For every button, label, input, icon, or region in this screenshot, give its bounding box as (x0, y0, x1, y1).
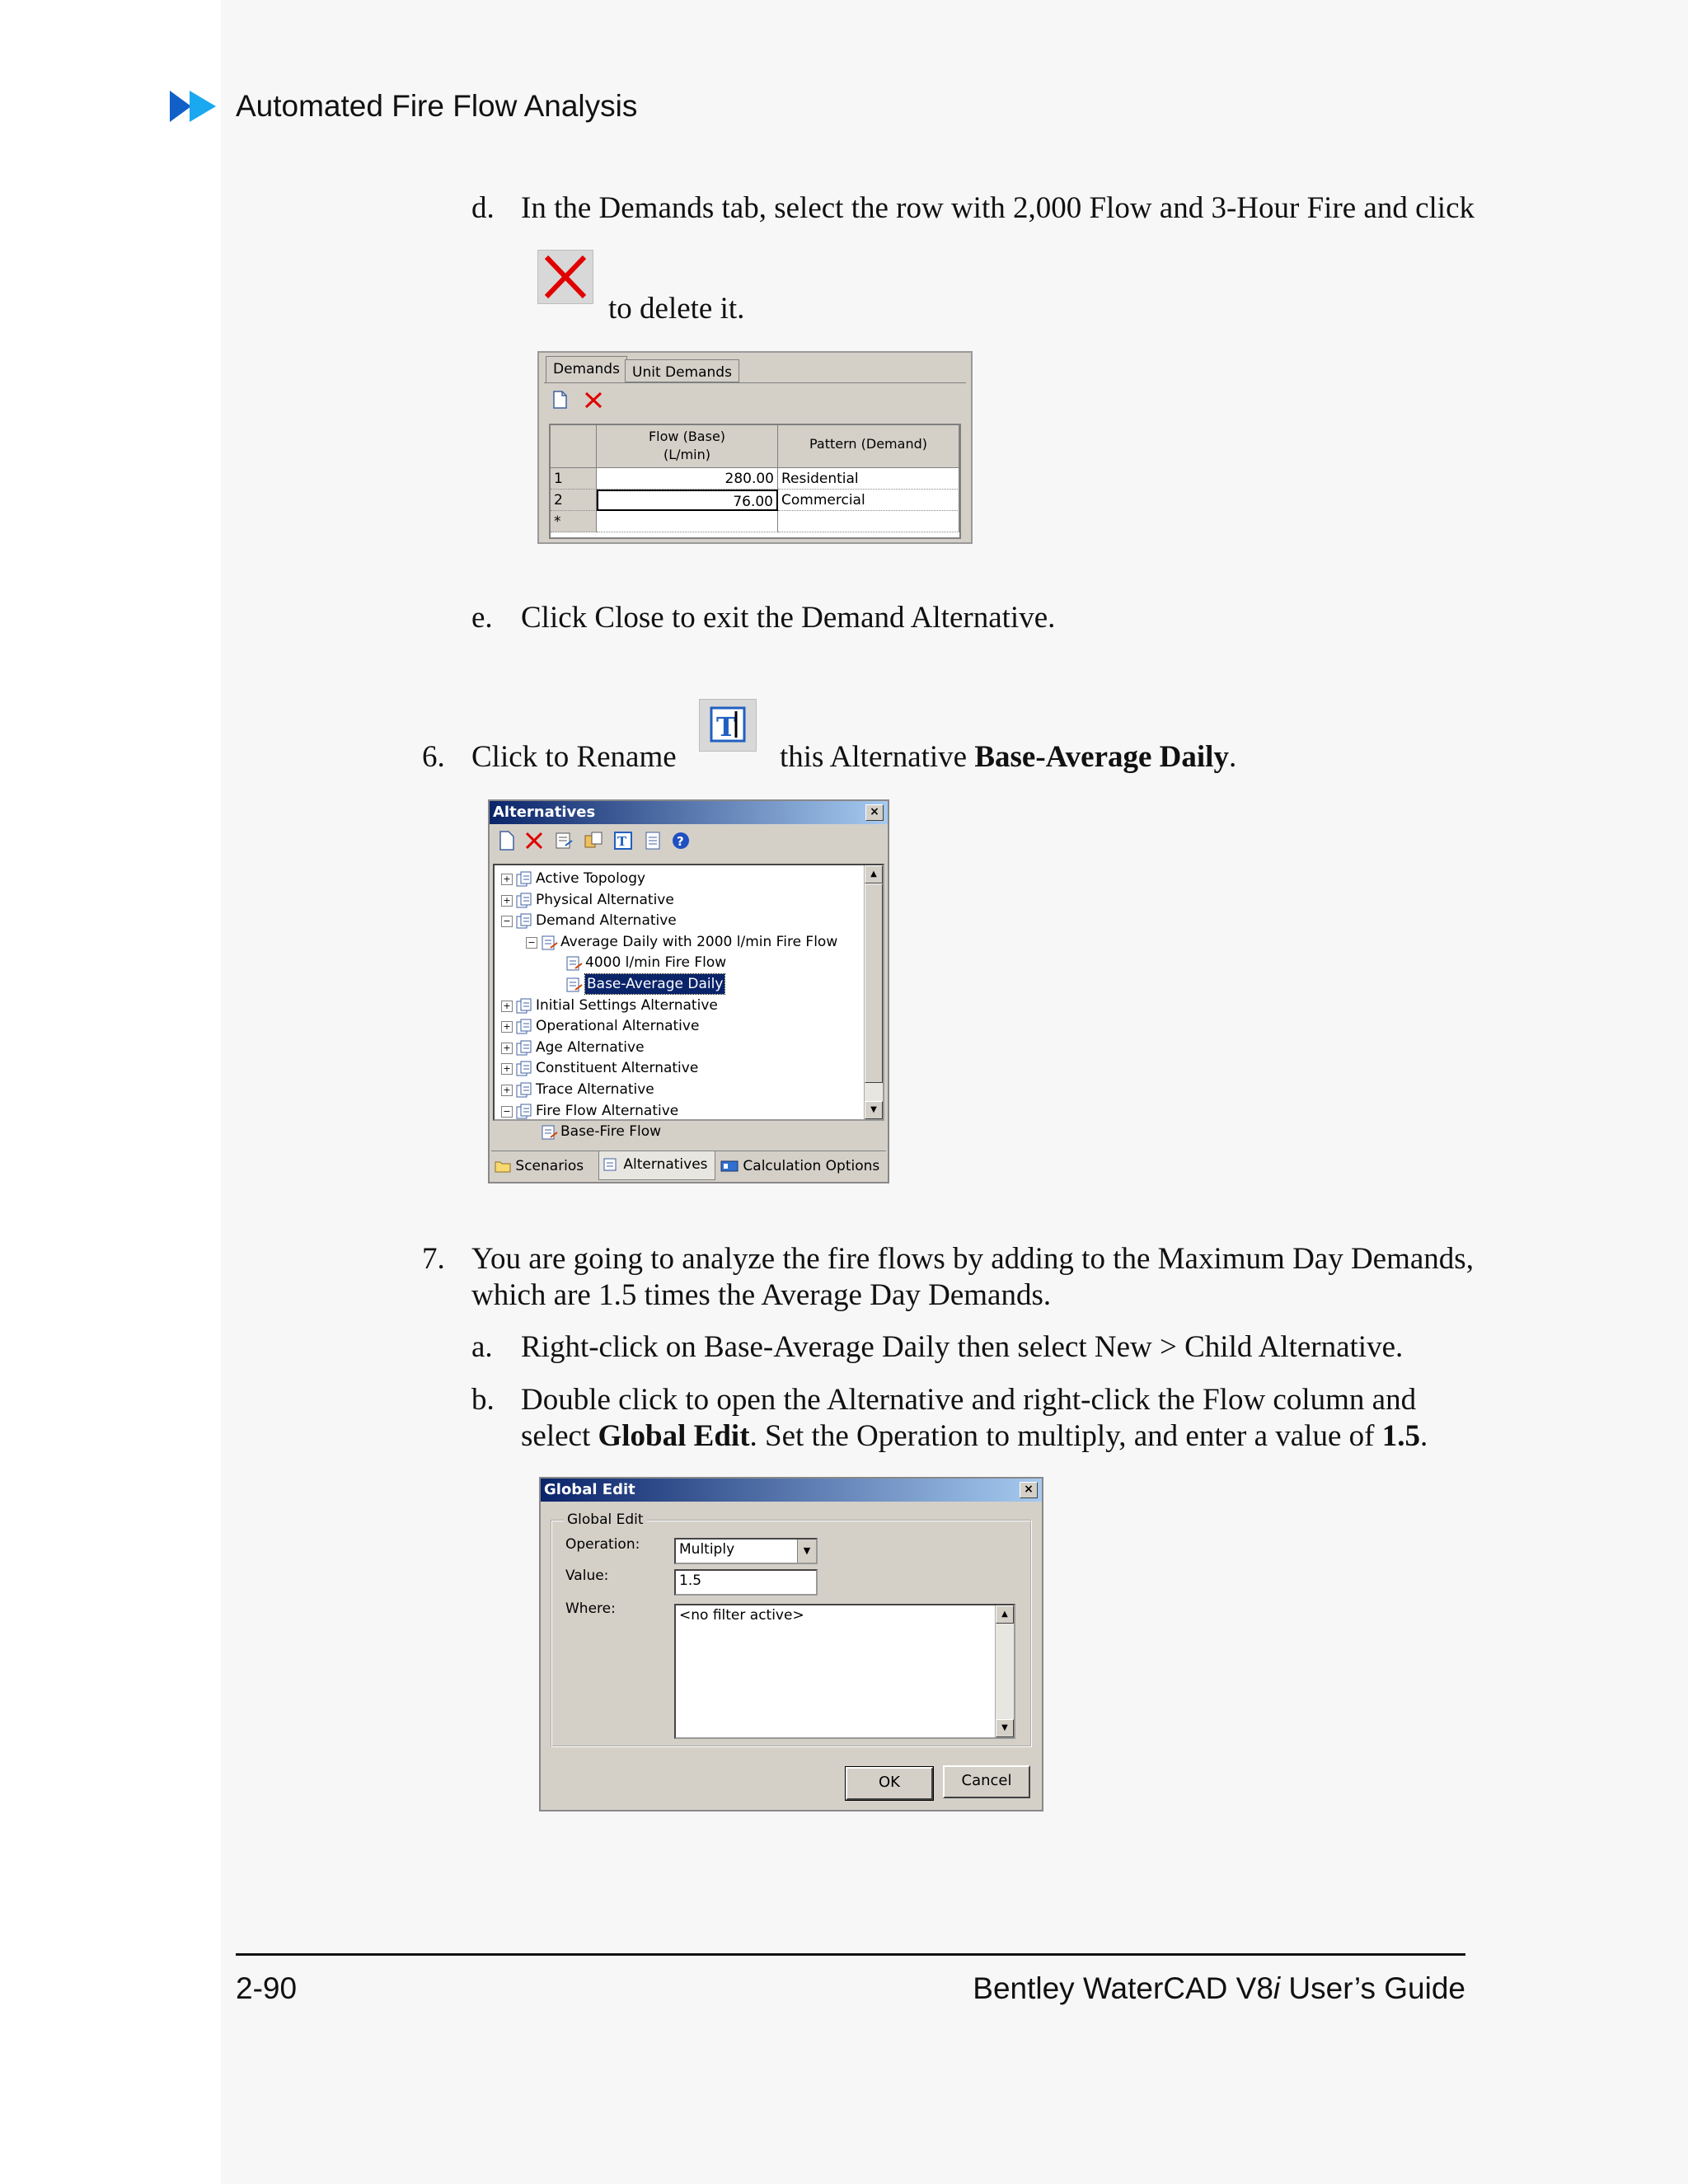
step-6-text-b: this Alternative Base-Average Daily. (780, 740, 1237, 774)
report-icon[interactable] (643, 831, 663, 851)
where-label: Where: (565, 1601, 616, 1617)
tab-unit-demands[interactable]: Unit Demands (625, 359, 739, 382)
step-6-text-a: Click to Rename (471, 740, 677, 774)
help-icon[interactable] (671, 831, 691, 851)
operation-select[interactable]: Multiply ▼ (674, 1538, 818, 1564)
footer-rule (236, 1953, 1465, 1956)
page-background-shade (221, 0, 1688, 2184)
global-edit-titlebar: Global Edit × (541, 1479, 1042, 1502)
header-title: Automated Fire Flow Analysis (236, 89, 638, 123)
grid-header-rownum (551, 425, 597, 468)
alternative-folder-icon (516, 998, 531, 1013)
tree-item-label: 4000 l/min Fire Flow (585, 954, 727, 972)
operation-label: Operation: (565, 1536, 640, 1553)
svg-text:?: ? (677, 834, 684, 849)
ok-button[interactable]: OK (846, 1767, 933, 1800)
expand-icon[interactable]: + (501, 1085, 513, 1096)
svg-text:T: T (617, 834, 627, 849)
rename-icon (699, 699, 757, 752)
tree-item-label: Operational Alternative (536, 1018, 700, 1035)
scroll-up-icon[interactable]: ▲ (865, 865, 883, 883)
delete-row-icon[interactable] (584, 391, 603, 409)
step-6-bold: Base-Average Daily (974, 740, 1229, 774)
close-icon[interactable]: × (865, 804, 884, 821)
step-a-marker: a. (471, 1330, 493, 1364)
demands-grid (549, 424, 961, 539)
table-row-new-pattern[interactable] (778, 511, 959, 532)
alternative-icon (541, 935, 556, 949)
merge-icon[interactable] (584, 831, 603, 851)
alternatives-tree (493, 864, 884, 1141)
table-row-1-pattern[interactable]: Residential (778, 468, 959, 490)
table-row-new-id[interactable]: * (551, 511, 597, 532)
tree-item-label: Average Daily with 2000 l/min Fire Flow (560, 933, 838, 950)
step-7-line2: which are 1.5 times the Average Day Demands. (471, 1278, 1052, 1312)
alternative-folder-icon (516, 1019, 531, 1033)
scroll-up-icon[interactable]: ▲ (996, 1605, 1014, 1624)
guide-title: Bentley WaterCAD V8i User’s Guide (973, 1971, 1465, 2005)
collapse-icon[interactable]: − (526, 937, 537, 949)
global-edit-group-label: Global Edit (564, 1511, 647, 1528)
table-row-2-flow[interactable]: 76.00 (597, 490, 778, 511)
alternatives-window (488, 799, 889, 1183)
tree-item-label: Active Topology (536, 870, 646, 887)
expand-icon[interactable]: + (501, 1063, 513, 1075)
svg-text:T: T (716, 711, 736, 743)
double-arrow-icon (170, 89, 223, 124)
delete-icon (537, 250, 593, 304)
demands-window (537, 351, 973, 544)
table-row-new-flow[interactable] (597, 511, 778, 532)
step-e-text: Click Close to exit the Demand Alternative. (521, 601, 1056, 635)
cancel-button[interactable]: Cancel (943, 1765, 1030, 1798)
global-edit-window (539, 1477, 1043, 1811)
step-6-marker: 6. (422, 740, 445, 774)
table-row-2-pattern[interactable]: Commercial (778, 490, 959, 511)
new-row-icon[interactable] (552, 391, 569, 409)
step-d-marker: d. (471, 191, 495, 225)
alternative-folder-icon (516, 1040, 531, 1055)
alternative-folder-icon (516, 1104, 531, 1118)
tree-item-label: Demand Alternative (536, 912, 677, 930)
tab-scenarios[interactable]: Scenarios (495, 1155, 584, 1178)
where-textarea[interactable]: <no filter active> ▲ ▼ (674, 1604, 1015, 1739)
tree-item-label: Base-Fire Flow (560, 1123, 662, 1141)
delete-icon[interactable] (524, 831, 544, 851)
step-b-line1: Double click to open the Alternative and right-click the Flow column and (521, 1383, 1417, 1417)
tab-calculation-options[interactable]: Calculation Options (720, 1155, 879, 1178)
scroll-down-icon[interactable]: ▼ (996, 1719, 1014, 1737)
step-d-text: In the Demands tab, select the row with 2,000 Flow and 3-Hour Fire and click (521, 191, 1475, 225)
rename-icon[interactable] (613, 831, 633, 851)
table-row-2-id[interactable]: 2 (551, 490, 597, 511)
expand-icon[interactable]: + (501, 1043, 513, 1054)
grid-header-flow[interactable]: Flow (Base) (L/min) (597, 425, 778, 468)
tree-item-label: Initial Settings Alternative (536, 996, 718, 1014)
alternative-folder-icon (516, 1082, 531, 1097)
table-row-1-id[interactable]: 1 (551, 468, 597, 490)
step-d-text2: to delete it. (608, 292, 745, 326)
expand-icon[interactable]: + (501, 1021, 513, 1033)
folder-icon (495, 1160, 511, 1173)
tab-demands[interactable]: Demands (546, 356, 627, 382)
properties-icon[interactable] (554, 831, 574, 851)
tree-item-label: Constituent Alternative (536, 1060, 699, 1077)
chevron-down-icon[interactable]: ▼ (797, 1540, 816, 1563)
alternatives-bottom-tabs (491, 1151, 886, 1181)
grid-header-pattern[interactable]: Pattern (Demand) (778, 425, 959, 468)
value-input[interactable]: 1.5 (674, 1569, 818, 1596)
calculator-icon (720, 1160, 738, 1173)
tab-alternatives[interactable]: Alternatives (598, 1151, 715, 1180)
expand-icon[interactable]: + (501, 1001, 513, 1012)
alternative-icon (541, 1124, 556, 1139)
alternatives-titlebar: Alternatives × (490, 801, 888, 824)
collapse-icon[interactable]: − (501, 1106, 513, 1118)
expand-icon[interactable]: + (501, 895, 513, 907)
alternative-folder-icon (516, 893, 531, 907)
step-7-marker: 7. (422, 1242, 445, 1276)
alternative-folder-icon (516, 1061, 531, 1076)
alternative-folder-icon (516, 913, 531, 928)
alternative-icon (565, 977, 580, 991)
alternatives-toolbar (495, 827, 874, 852)
scroll-thumb[interactable] (865, 883, 883, 1083)
tree-item-label: Physical Alternative (536, 891, 674, 908)
step-7-line1: You are going to analyze the fire flows by adding to the Maximum Day Demands, (471, 1242, 1474, 1276)
new-icon[interactable] (498, 831, 516, 851)
where-scrollbar[interactable] (995, 1605, 1014, 1737)
table-row-1-flow[interactable]: 280.00 (597, 468, 778, 490)
close-icon[interactable]: × (1020, 1482, 1038, 1498)
page-number: 2-90 (236, 1971, 298, 2005)
alternative-icon (603, 1157, 619, 1172)
tree-scrollbar[interactable] (864, 865, 883, 1119)
scroll-down-icon[interactable]: ▼ (865, 1101, 883, 1119)
tree-item-label: Trace Alternative (536, 1081, 654, 1098)
collapse-icon[interactable]: − (501, 916, 513, 927)
value-label: Value: (565, 1568, 609, 1584)
expand-icon[interactable]: + (501, 874, 513, 885)
tree-item-label: Age Alternative (536, 1038, 645, 1056)
step-b-marker: b. (471, 1383, 495, 1417)
alternative-folder-icon (516, 871, 531, 886)
step-a-text: Right-click on Base-Average Daily then select New > Child Alternative. (521, 1330, 1404, 1364)
step-e-marker: e. (471, 601, 493, 635)
step-b-line2: select Global Edit. Set the Operation to multiply, and enter a value of 1.5. (521, 1419, 1428, 1453)
alternative-icon (565, 955, 580, 970)
tree-item-label: Fire Flow Alternative (536, 1102, 679, 1119)
tree-item-label: Base-Average Daily (587, 976, 724, 992)
